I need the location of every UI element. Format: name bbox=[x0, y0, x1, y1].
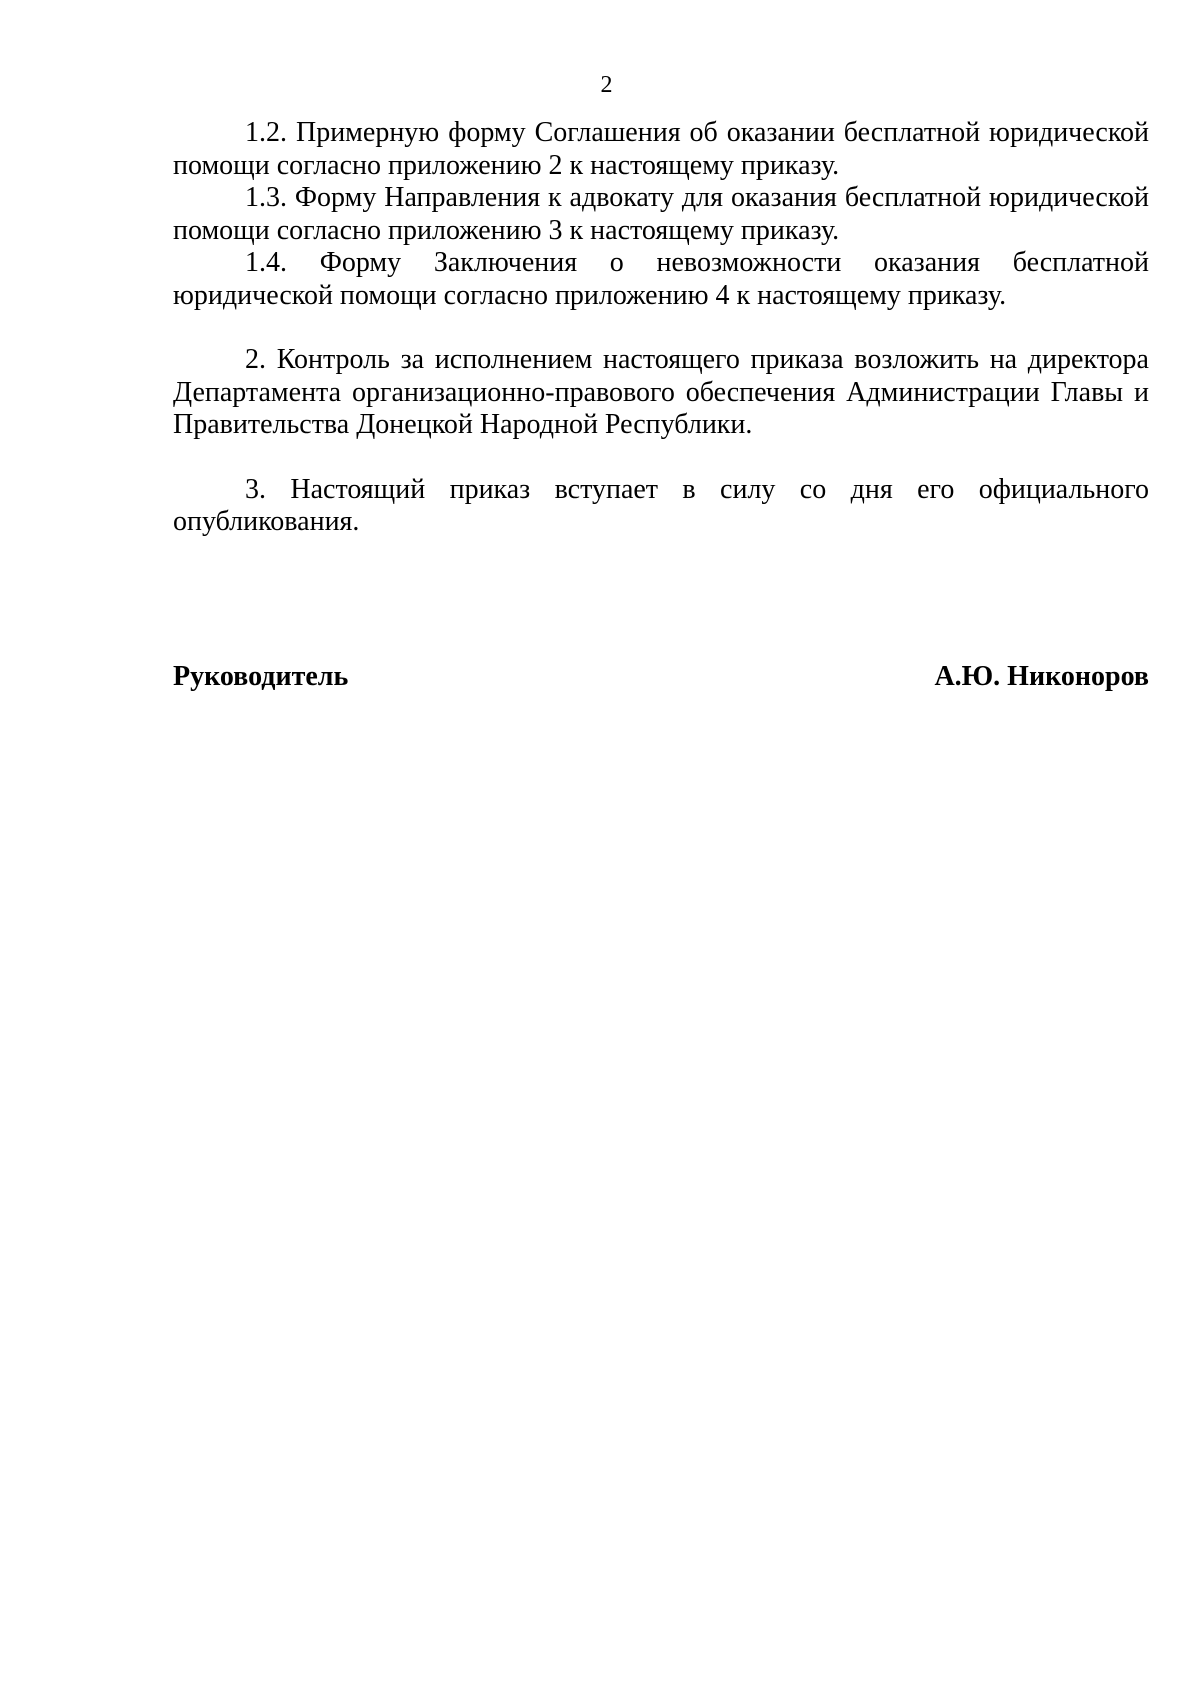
paragraph-3: 3. Настоящий приказ вступает в силу со дня его официального опубликования. bbox=[173, 473, 1149, 537]
paragraph-spacer bbox=[173, 442, 1149, 474]
signatory-name: А.Ю. Никоноров bbox=[934, 661, 1149, 692]
signature-block bbox=[173, 660, 1149, 694]
paragraph-1-3: 1.3. Форму Направления к адвокату для оказания бесплатной юридической помощи согласно приложению 3 к настоящему приказу. bbox=[173, 182, 1149, 246]
signatory-position: Руководитель bbox=[173, 661, 349, 692]
document-body bbox=[173, 117, 1149, 539]
paragraph-2: 2. Контроль за исполнением настоящего приказа возложить на директора Департамента организационно-правового обеспечения Администрации Главы и Правительства Донецкой Народной Республики. bbox=[173, 344, 1149, 440]
paragraph-1-2: 1.2. Примерную форму Соглашения об оказании бесплатной юридической помощи согласно приложению 2 к настоящему приказу. bbox=[173, 117, 1149, 181]
paragraph-spacer bbox=[173, 312, 1149, 344]
page-number: 2 bbox=[600, 72, 613, 98]
paragraph-1-4: 1.4. Форму Заключения о невозможности оказания бесплатной юридической помощи согласно приложению 4 к настоящему приказу. bbox=[173, 247, 1149, 311]
